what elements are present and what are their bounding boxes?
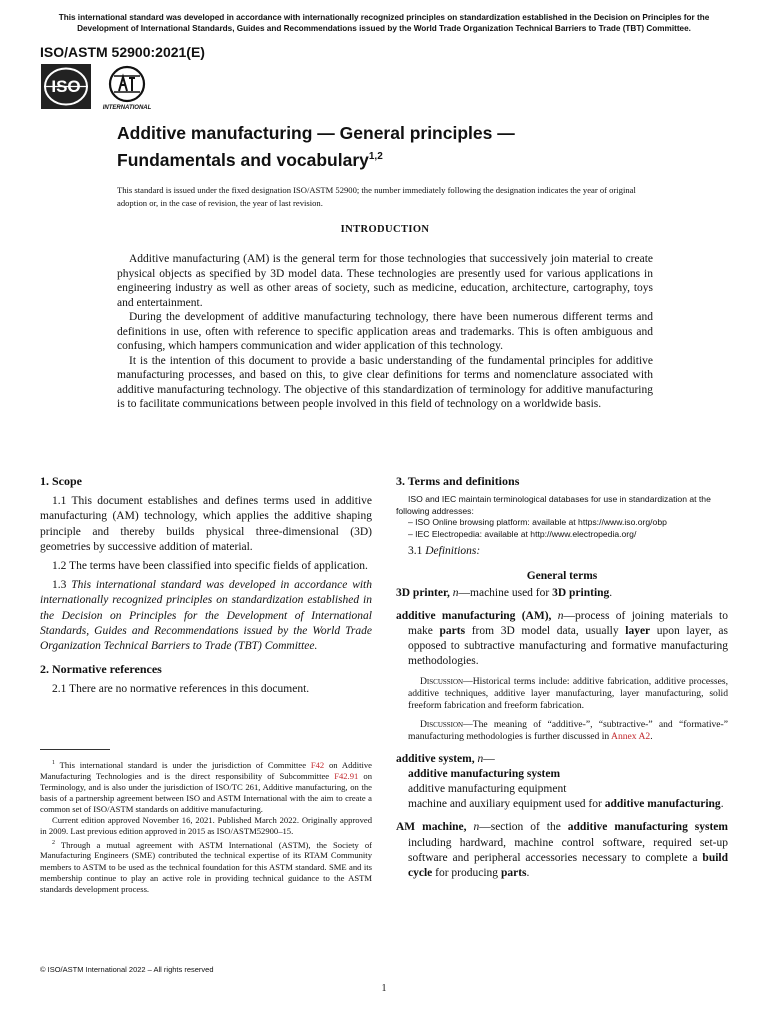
term-am-machine <box>396 820 728 881</box>
terms-heading: 3. Terms and definitions <box>396 474 520 488</box>
discussion-label: Discussion <box>420 675 464 687</box>
definition-text: machine and auxiliary equipment used for <box>408 798 605 811</box>
term-end: . <box>526 867 530 880</box>
tbt-notice-line2: Development of International Standards, Guides and Recommendations issued by the World Trade Organization Technical Barriers to Trade (TBT) Committee. <box>77 24 691 33</box>
discussion-text: —Historical terms include: additive fabrication, additive processes, additive techniques, additive layer manufacturing, layer manufacturing, solid freeform fabrication and freeform fabrication. <box>408 675 728 712</box>
issue-note: This standard is issued under the fixed designation ISO/ASTM 52900; the number immediately following the designation indicates the year of original adoption or, in the case of revision, the year of last revision. <box>117 185 636 208</box>
definitions-number: 3.1 <box>408 545 426 558</box>
discussion-end: . <box>650 731 653 743</box>
normative-paragraph-2-1: 2.1 There are no normative references in this document. <box>52 683 310 696</box>
footnote-2-text: Through a mutual agreement with ASTM International (ASTM), the Society of Manufacturing Engineers (SME) contributed the technical expertise of its RTAM Community members to ASTM to be used as the technical foundation for this ASTM standard. SME and its membership continue to play an active role in providing technical guidance to the ASTM standards development process. <box>40 839 372 894</box>
definitions-subheading <box>396 544 728 559</box>
term-cross-reference: parts <box>439 625 466 638</box>
part-of-speech: n <box>477 752 484 765</box>
discussion-methodologies <box>408 719 728 744</box>
general-terms-heading: General terms <box>526 570 598 583</box>
synonym-text: additive manufacturing system <box>408 767 561 780</box>
term-name: AM machine, <box>396 821 467 834</box>
iso-logo <box>41 64 91 109</box>
iso-obp-bullet[interactable]: – ISO Online browsing platform: available at https://www.iso.org/obp <box>408 517 667 528</box>
title-line2 <box>117 145 637 172</box>
definitions-label: Definitions: <box>425 545 481 558</box>
term-definition: upon layer, as opposed to subtractive manufacturing and formative manufacturing methodologies. <box>408 625 729 668</box>
term-cross-reference: 3D printing <box>552 586 610 599</box>
iso-iec-databases-note: ISO and IEC maintain terminological databases for use in standardization at the following addresses: <box>396 494 711 516</box>
term-cross-reference: parts <box>500 867 527 880</box>
right-column <box>396 474 728 886</box>
introduction-paragraph: During the development of additive manufacturing technology, there have been numerous different terms and definitions in use, often with reference to specific application areas and trademarks. This is often ambiguous and confusing, which hampers communication and wider application of this technology. <box>117 311 653 352</box>
iso-logo-text: ISO <box>51 77 81 96</box>
footnote-2 <box>40 838 372 895</box>
introduction-paragraph: Additive manufacturing (AM) is the general term for those technologies that successively join material to create physical objects as specified by 3D model data. These technologies are presently used for various applications in engineering industry as well as other areas of society, such as medicine, education, architecture, cartography, toys and entertainment. <box>117 253 653 309</box>
term-cross-reference: additive manufacturing system <box>567 821 728 834</box>
introduction-body <box>117 252 653 412</box>
scope-paragraph-1-2: 1.2 The terms have been classified into specific fields of application. <box>52 560 368 573</box>
term-definition <box>396 797 728 812</box>
tbt-notice-line1: This international standard was developed in accordance with internationally recognized principles on standardization established in the Decision on Principles for the <box>58 13 710 22</box>
document-title <box>117 122 637 172</box>
term-end: . <box>720 798 724 811</box>
scope-paragraph-1-1: 1.1 This document establishes and defines terms used in additive manufacturing (AM) technology, which applies the additive shaping principle and thereby builds physical three-dimensional (3D) geometries by successive addition of material. <box>40 495 372 553</box>
left-column <box>40 474 372 702</box>
scope-paragraph-1-3-number: 1.3 <box>52 579 72 592</box>
title-line2-text: Fundamentals and vocabulary <box>117 149 369 170</box>
annex-a2-link[interactable]: Annex A2 <box>611 731 651 743</box>
footnote-1-text: on Additive Manufacturing Technologies and is the direct responsibility of Subcommittee <box>40 759 372 781</box>
part-of-speech: n <box>557 609 564 622</box>
part-of-speech: n <box>452 586 459 599</box>
subcommittee-f42-91-link[interactable]: F42.91 <box>334 770 359 781</box>
term-dash: — <box>483 752 495 765</box>
committee-f42-link[interactable]: F42 <box>310 759 325 770</box>
footnote-1 <box>40 758 372 815</box>
discussion-historical-terms <box>408 676 728 713</box>
term-cross-reference: build cycle <box>408 851 728 880</box>
term-definition: —machine used for <box>458 586 553 599</box>
term-additive-system-head <box>396 752 728 767</box>
astm-logo <box>100 64 154 112</box>
scope-heading: 1. Scope <box>40 474 82 488</box>
footnotes <box>40 758 372 895</box>
footnote-1-text: on Terminology, and is also under the jurisdiction of ISO/TC 261, Additive manufacturing, on the basis of a partnership agreement between ISO and ASTM International with the aim to create a common set of ISO/ASTM standards on additive manufacturing. <box>40 770 372 815</box>
footnote-2-mark: 2 <box>52 839 55 846</box>
standard-designation: ISO/ASTM 52900:2021(E) <box>40 44 205 60</box>
footnote-divider <box>40 749 110 750</box>
term-cross-reference: additive manufacturing <box>604 798 721 811</box>
introduction-heading: INTRODUCTION <box>340 224 430 235</box>
term-definition: —process of joining materials to make <box>408 609 729 638</box>
term-name: additive manufacturing (AM), <box>396 609 552 622</box>
term-definition: from 3D model data, usually <box>465 625 626 638</box>
term-definition: —section of the <box>479 821 568 834</box>
discussion-text: —The meaning of “additive-”, “subtractive-” and “formative-” manufacturing methodologies is further discussed in <box>408 718 728 743</box>
astm-logo-text: INTERNATIONAL <box>102 105 152 111</box>
discussion-label: Discussion <box>420 718 464 730</box>
normative-references-heading: 2. Normative references <box>40 662 162 677</box>
tbt-notice <box>36 12 732 34</box>
term-cross-reference: layer <box>625 625 651 638</box>
term-synonym <box>396 767 728 782</box>
footnote-edition: Current edition approved November 16, 2021. Published March 2022. Originally approved in 2009. Last previous edition approved in 2015 as ISO/ASTM52900–15. <box>40 815 372 837</box>
term-name: additive system, <box>396 752 475 765</box>
iso-logo-graphic <box>41 64 91 109</box>
iec-electropedia-bullet[interactable]: – IEC Electropedia: available at http://www.electropedia.org/ <box>408 528 637 539</box>
term-definition: including hardward, machine control software, required set-up software and peripheral accessories necessary to complete a <box>408 836 728 864</box>
page-number: 1 <box>381 983 387 994</box>
part-of-speech: n <box>473 821 480 834</box>
astm-logo-graphic <box>100 64 154 112</box>
copyright-notice: © ISO/ASTM International 2022 – All rights reserved <box>40 965 214 974</box>
term-end: . <box>609 586 613 599</box>
footnote-1-mark: 1 <box>52 760 55 766</box>
title-line1: Additive manufacturing — General principles — <box>117 123 515 143</box>
term-3d-printer <box>396 586 728 601</box>
term-synonym: additive manufacturing equipment <box>408 783 567 796</box>
title-footnote-refs: 1,2 <box>368 151 383 162</box>
scope-paragraph-1-3 <box>40 578 372 654</box>
term-additive-system <box>396 752 728 813</box>
scope-paragraph-1-3-text: This international standard was developed in accordance with internationally recognized principles on standardization established in the Decision on Principles for the Development of International Standards, Guides and Recommendations issued by the World Trade Organization Technical Barriers to Trade (TBT) Committee. <box>40 579 373 653</box>
term-additive-manufacturing <box>396 609 728 670</box>
term-name: 3D printer, <box>396 586 450 599</box>
introduction-paragraph: It is the intention of this document to provide a basic understanding of the fundamental principles for additive manufacturing processes, and based on this, to give clear definitions for terms and nomenclature associated with additive manufacturing technology. The objective of this standardization of terminology for additive manufacturing is to facilitate communications between people involved in this field of technology on a worldwide basis. <box>117 354 653 410</box>
footnote-1-text: This international standard is under the jurisdiction of Committee <box>55 759 311 770</box>
term-definition: for producing <box>432 867 501 880</box>
